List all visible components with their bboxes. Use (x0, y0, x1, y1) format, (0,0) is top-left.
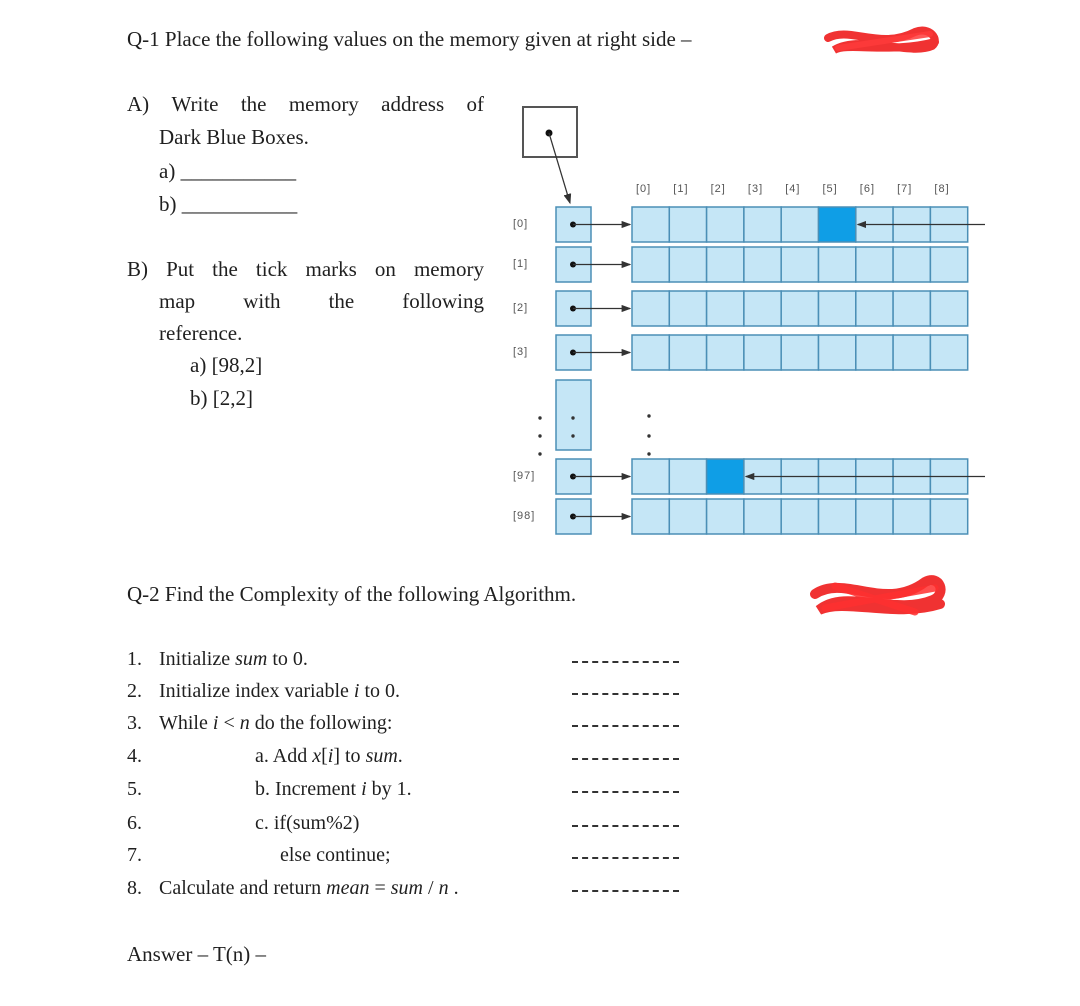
row-label: [98] (513, 510, 536, 522)
dark-blue-cell (819, 207, 856, 242)
memory-cell (744, 207, 781, 242)
word: B) (127, 257, 148, 281)
part-a-item-a: a) ___________ (159, 159, 297, 183)
column-label: [1] (673, 183, 689, 195)
memory-cell (856, 335, 893, 370)
word: memory (288, 92, 359, 116)
step-text: else continue; (280, 844, 391, 866)
memory-cell (744, 499, 781, 534)
column-label: [2] (710, 183, 726, 195)
column-label: [3] (747, 183, 764, 195)
memory-cell (632, 207, 669, 242)
memory-cell (893, 499, 930, 534)
memory-cell (819, 335, 856, 370)
memory-cell (856, 247, 893, 282)
memory-cell (669, 499, 706, 534)
part-b-item-b: b) [2,2] (190, 386, 253, 410)
answer-blank[interactable] (572, 857, 679, 859)
step-text: Calculate and return mean = sum / n . (159, 877, 459, 899)
word: tick (255, 257, 288, 281)
column-label: [8] (934, 183, 950, 195)
answer-blank[interactable] (572, 693, 679, 695)
step-text: Initialize index variable i to 0. (159, 680, 401, 702)
word: the (212, 257, 238, 281)
row-label: [3] (513, 346, 529, 358)
column-label: [5] (822, 183, 838, 195)
memory-cell (893, 247, 930, 282)
memory-cell (669, 207, 706, 242)
step-number: 4. (127, 745, 142, 767)
memory-cell (632, 291, 669, 326)
memory-cell (744, 335, 781, 370)
column-label: [6] (859, 183, 876, 195)
row-label: [97] (513, 470, 536, 482)
column-label: [4] (785, 183, 801, 195)
word: marks (305, 257, 357, 281)
memory-cell (893, 335, 930, 370)
memory-cell (669, 335, 706, 370)
memory-cell (669, 291, 706, 326)
memory-cell (819, 499, 856, 534)
part-b-item-a: a) [98,2] (190, 353, 263, 377)
answer-blank[interactable] (572, 825, 679, 827)
step-number: 5. (127, 778, 142, 800)
memory-cell (856, 499, 893, 534)
memory-cell (819, 247, 856, 282)
step-number: 8. (127, 877, 142, 899)
row-label: [1] (513, 258, 529, 270)
answer-blank[interactable] (572, 758, 679, 760)
memory-cell (632, 499, 669, 534)
memory-cell (893, 291, 930, 326)
red-scribble-icon (795, 568, 955, 630)
red-scribble-icon (820, 20, 945, 62)
word: A) (127, 92, 150, 116)
memory-cell (707, 291, 744, 326)
step-number: 6. (127, 812, 142, 834)
row-label: [0] (513, 218, 529, 230)
memory-cell (669, 459, 706, 494)
step-number: 7. (127, 844, 142, 866)
row-label: [2] (513, 302, 529, 314)
word: the (240, 92, 267, 116)
step-number: 3. (127, 712, 142, 734)
word: following (402, 289, 484, 313)
step-text: Initialize sum to 0. (159, 648, 308, 670)
answer-blank[interactable] (572, 661, 679, 663)
memory-cell (856, 291, 893, 326)
word: with (243, 289, 281, 313)
memory-cell (632, 335, 669, 370)
memory-cell (632, 459, 669, 494)
step-number: 1. (127, 648, 142, 670)
memory-cell (930, 499, 967, 534)
part-a-item-b: b) ___________ (159, 192, 298, 216)
memory-cell (744, 247, 781, 282)
column-label: [0] (636, 183, 652, 195)
word: Write (171, 92, 219, 116)
answer-blank[interactable] (572, 791, 679, 793)
answer-blank[interactable] (572, 725, 679, 727)
step-number: 2. (127, 680, 142, 702)
word: address (381, 92, 445, 116)
ellipsis-dots (538, 380, 650, 456)
memory-cell (669, 247, 706, 282)
memory-cell (781, 247, 818, 282)
word: map (159, 289, 196, 313)
word: Put (166, 257, 195, 281)
step-text: b. Increment i by 1. (255, 778, 412, 800)
memory-cell (781, 335, 818, 370)
dark-blue-cell (707, 459, 744, 494)
memory-cell (930, 291, 967, 326)
memory-cell (781, 499, 818, 534)
memory-cell (781, 207, 818, 242)
part-a-line2: Dark Blue Boxes. (159, 125, 309, 149)
memory-cell (930, 247, 967, 282)
memory-cell (707, 335, 744, 370)
step-text: a. Add x[i] to sum. (255, 745, 403, 767)
word: on (374, 257, 396, 281)
q1-title: Q-1 Place the following values on the memory given at right side – (127, 27, 692, 51)
memory-cell (744, 291, 781, 326)
column-label: [7] (897, 183, 913, 195)
step-text: While i < n do the following: (159, 712, 393, 734)
word: the (328, 289, 355, 313)
word: memory (413, 257, 484, 281)
answer-line: Answer – T(n) – (127, 942, 267, 966)
memory-cell (707, 499, 744, 534)
part-b-line3: reference. (159, 321, 243, 345)
memory-cell (819, 291, 856, 326)
memory-cell (930, 335, 967, 370)
step-text: c. if(sum%2) (255, 812, 360, 834)
q2-title: Q-2 Find the Complexity of the following Algorithm. (127, 582, 577, 606)
memory-cell (707, 207, 744, 242)
answer-blank[interactable] (572, 890, 679, 892)
word: of (466, 92, 484, 116)
memory-cell (781, 291, 818, 326)
memory-cell (632, 247, 669, 282)
memory-cell (707, 247, 744, 282)
